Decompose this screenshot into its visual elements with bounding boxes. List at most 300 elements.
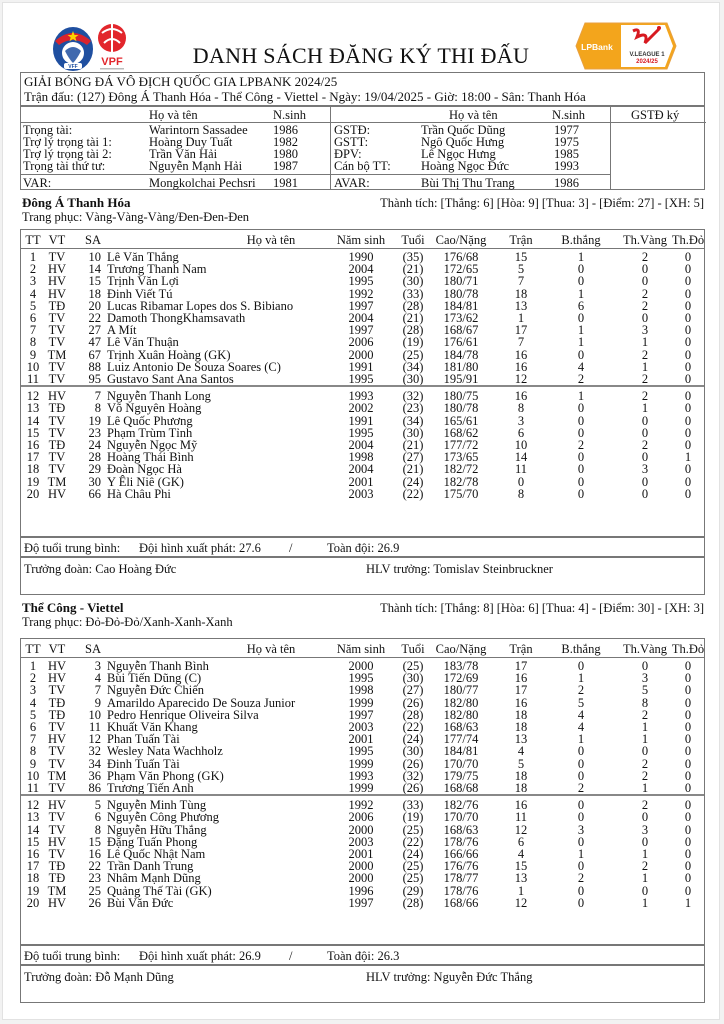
red-cards: 0 — [684, 659, 692, 673]
position: TV — [48, 756, 66, 771]
height-weight: 168/62 — [443, 425, 479, 440]
age: (19) — [402, 810, 424, 825]
yellow-cards: 1 — [641, 720, 649, 734]
goals: 1 — [577, 671, 585, 686]
yellow-cards: 1 — [641, 732, 649, 747]
shirt-number: 8 — [94, 401, 101, 416]
team-manager: Trưởng đoàn: Cao Hoàng Đức — [24, 562, 177, 576]
yellow-cards: 0 — [641, 486, 649, 501]
match-info: Trận đấu: (127) Đông Á Thanh Hóa - Thể Công - Viettel - Ngày: 19/04/2025 - Giờ: 18:00 - Sân: Thanh Hóa — [24, 89, 586, 104]
shirt-number: 24 — [88, 438, 101, 452]
official-name: Mongkolchai Pechsri — [149, 176, 256, 190]
red-cards: 0 — [684, 347, 692, 362]
yellow-cards: 0 — [641, 450, 649, 465]
yellow-cards: 2 — [641, 286, 649, 301]
matches: 13 — [514, 732, 528, 747]
row-number: 12 — [26, 389, 40, 404]
row-number: 13 — [26, 401, 40, 416]
column-header-matches: Trận — [509, 642, 533, 656]
red-cards: 0 — [684, 298, 692, 313]
position: TĐ — [48, 401, 66, 416]
age: (25) — [402, 859, 424, 874]
age: (33) — [402, 286, 424, 301]
matches: 4 — [517, 744, 525, 759]
age: (35) — [402, 250, 424, 264]
official-role: Trợ lý trọng tài 2: — [23, 147, 112, 161]
matches: 15 — [514, 250, 528, 264]
age: (30) — [402, 744, 424, 759]
shirt-number: 10 — [88, 707, 101, 722]
birth-year: 2000 — [348, 871, 374, 886]
red-cards: 0 — [684, 822, 692, 837]
position: HV — [47, 486, 67, 501]
birth-year: 1995 — [348, 671, 374, 686]
column-header-goals: B.thắng — [561, 642, 601, 656]
yellow-cards: 1 — [641, 847, 649, 861]
age: (24) — [402, 732, 424, 747]
birth-year: 1997 — [348, 707, 374, 722]
position: HV — [47, 286, 67, 301]
height-weight: 180/71 — [443, 274, 479, 289]
red-cards: 0 — [684, 335, 692, 350]
goals: 1 — [577, 286, 585, 301]
player-name: Nguyễn Hữu Thắng — [107, 822, 207, 837]
yellow-cards: 1 — [641, 895, 649, 910]
red-cards: 0 — [684, 847, 692, 861]
matches: 10 — [514, 438, 528, 452]
team-name: Đông Á Thanh Hóa — [22, 195, 131, 210]
birth-year: 1995 — [348, 372, 374, 386]
head-coach: HLV trưởng: Nguyễn Đức Thắng — [366, 970, 533, 984]
goals: 0 — [577, 486, 585, 501]
yellow-cards: 0 — [641, 311, 649, 325]
birth-year: 2003 — [348, 834, 374, 849]
matches: 6 — [517, 425, 525, 440]
official-year: 1977 — [554, 123, 579, 137]
matches: 5 — [517, 756, 525, 771]
matches: 16 — [514, 359, 528, 374]
red-cards: 0 — [684, 810, 692, 825]
birth-year: 1991 — [348, 359, 374, 374]
player-name: Nguyễn Đức Chiến — [107, 683, 205, 698]
matches: 18 — [514, 286, 528, 301]
birth-year: 1997 — [348, 323, 374, 338]
height-weight: 168/66 — [443, 895, 479, 910]
red-cards: 0 — [684, 413, 692, 428]
yellow-cards: 1 — [641, 401, 649, 416]
yellow-cards: 1 — [641, 781, 649, 795]
goals: 4 — [577, 720, 585, 734]
matches: 12 — [514, 372, 528, 386]
staff-box — [20, 557, 705, 595]
yellow-cards: 2 — [641, 372, 649, 386]
shirt-number: 20 — [88, 298, 101, 313]
red-cards: 0 — [684, 474, 692, 489]
row-number: 17 — [26, 859, 40, 874]
red-cards: 0 — [684, 323, 692, 338]
yellow-cards: 2 — [641, 859, 649, 874]
row-number: 6 — [29, 311, 37, 325]
shirt-number: 19 — [88, 413, 101, 428]
team-kit: Trang phục: Vàng-Vàng-Vàng/Đen-Đen-Đen — [22, 210, 250, 224]
player-name: Phan Tuấn Tài — [107, 732, 180, 747]
height-weight: 172/69 — [443, 671, 479, 686]
position: TV — [48, 450, 66, 465]
birth-year: 2000 — [348, 659, 374, 673]
average-age-team: Toàn đội: 26.3 — [327, 949, 400, 963]
average-age-starting: Đội hình xuất phát: 27.6 — [139, 541, 261, 555]
divider — [21, 122, 611, 123]
age: (21) — [402, 311, 424, 325]
position: HV — [47, 895, 67, 910]
row-number: 6 — [29, 720, 37, 734]
goals: 0 — [577, 450, 585, 465]
age: (24) — [402, 474, 424, 489]
player-name: A Mít — [107, 323, 137, 338]
yellow-cards: 0 — [641, 744, 649, 759]
column-header-age: Tuổi — [401, 642, 425, 656]
shirt-number: 15 — [88, 274, 101, 289]
shirt-number: 14 — [88, 262, 101, 277]
age: (26) — [402, 756, 424, 771]
red-cards: 1 — [684, 450, 692, 465]
yellow-cards: 3 — [641, 462, 649, 477]
goals: 0 — [577, 810, 585, 825]
birth-year: 1996 — [348, 883, 374, 898]
team-record: Thành tích: [Thắng: 8] [Hòa: 6] [Thua: 4] - [Điểm: 30] - [XH: 3] — [380, 601, 704, 615]
shirt-number: 67 — [88, 347, 101, 362]
officials-col-name-right: Họ và tên — [449, 108, 498, 122]
position: TV — [48, 372, 66, 386]
official-role: Trọng tài thứ tư: — [23, 159, 106, 173]
position: TM — [47, 768, 67, 783]
height-weight: 168/63 — [443, 720, 479, 734]
shirt-number: 47 — [88, 335, 101, 350]
player-name: Quảng Thế Tài (GK) — [107, 883, 212, 898]
column-header-sa: SA — [85, 642, 101, 656]
row-number: 2 — [29, 262, 37, 277]
goals: 2 — [577, 372, 585, 386]
height-weight: 178/76 — [443, 834, 479, 849]
birth-year: 1993 — [348, 389, 374, 404]
position: TM — [47, 474, 67, 489]
age: (21) — [402, 262, 424, 277]
age: (28) — [402, 707, 424, 722]
height-weight: 168/67 — [443, 323, 479, 338]
svg-text:LPBank: LPBank — [581, 42, 613, 52]
staff-box — [20, 965, 705, 1003]
starters-subs-divider — [21, 794, 704, 796]
height-weight: 170/70 — [443, 810, 479, 825]
shirt-number: 66 — [88, 486, 101, 501]
row-number: 8 — [29, 335, 37, 350]
goals: 2 — [577, 438, 585, 452]
height-weight: 180/77 — [443, 683, 479, 698]
yellow-cards: 2 — [641, 298, 649, 313]
age: (25) — [402, 822, 424, 837]
age: (27) — [402, 450, 424, 465]
age: (22) — [402, 720, 424, 734]
red-cards: 0 — [684, 438, 692, 452]
matches: 11 — [514, 810, 528, 825]
birth-year: 1992 — [348, 286, 374, 301]
row-number: 16 — [26, 438, 40, 452]
height-weight: 181/80 — [443, 359, 479, 374]
birth-year: 1999 — [348, 756, 374, 771]
divider — [611, 122, 706, 123]
shirt-number: 36 — [88, 768, 101, 783]
red-cards: 0 — [684, 311, 692, 325]
age: (28) — [402, 298, 424, 313]
row-number: 5 — [29, 707, 37, 722]
player-name: Damoth ThongKhamsavath — [107, 311, 246, 325]
position: TV — [48, 311, 66, 325]
yellow-cards: 3 — [641, 323, 649, 338]
shirt-number: 3 — [94, 659, 101, 673]
divider — [21, 174, 611, 175]
red-cards: 0 — [684, 372, 692, 386]
row-number: 20 — [26, 895, 40, 910]
position: TM — [47, 347, 67, 362]
yellow-cards: 8 — [641, 695, 649, 710]
age: (28) — [402, 895, 424, 910]
column-header-age: Tuổi — [401, 233, 425, 247]
player-name: Hà Châu Phi — [107, 486, 171, 501]
officials-table — [20, 106, 705, 190]
height-weight: 180/78 — [443, 401, 479, 416]
svg-text:V.LEAGUE 1: V.LEAGUE 1 — [629, 52, 665, 58]
age: (30) — [402, 372, 424, 386]
red-cards: 0 — [684, 744, 692, 759]
row-number: 18 — [26, 871, 40, 886]
player-name: Trần Danh Trung — [107, 859, 194, 874]
position: TV — [48, 250, 66, 264]
matches: 11 — [514, 462, 528, 477]
player-name: Nguyễn Công Phương — [107, 810, 219, 825]
header-divider — [21, 657, 704, 658]
position: HV — [47, 798, 67, 813]
shirt-number: 9 — [94, 695, 101, 710]
yellow-cards: 0 — [641, 262, 649, 277]
red-cards: 0 — [684, 683, 692, 698]
birth-year: 2002 — [348, 401, 374, 416]
player-name: Hoàng Thái Bình — [107, 450, 194, 465]
player-name: Lê Quốc Nhật Nam — [107, 847, 206, 861]
yellow-cards: 0 — [641, 834, 649, 849]
height-weight: 178/77 — [443, 871, 479, 886]
row-number: 13 — [26, 810, 40, 825]
red-cards: 0 — [684, 695, 692, 710]
official-role: AVAR: — [334, 176, 370, 190]
position: TĐ — [48, 438, 66, 452]
birth-year: 1998 — [348, 450, 374, 465]
age: (27) — [402, 683, 424, 698]
height-weight: 166/66 — [443, 847, 479, 861]
position: TV — [48, 413, 66, 428]
goals: 4 — [577, 359, 585, 374]
shirt-number: 34 — [88, 756, 101, 771]
position: TV — [48, 720, 66, 734]
height-weight: 168/68 — [443, 781, 479, 795]
shirt-number: 18 — [88, 286, 101, 301]
birth-year: 1997 — [348, 298, 374, 313]
column-header-goals: B.thắng — [561, 233, 601, 247]
row-number: 11 — [26, 372, 40, 386]
goals: 1 — [577, 732, 585, 747]
position: TĐ — [48, 298, 66, 313]
player-name: Lê Văn Thắng — [107, 250, 179, 264]
birth-year: 2003 — [348, 486, 374, 501]
official-name: Lê Ngọc Hưng — [421, 147, 496, 161]
age: (23) — [402, 401, 424, 416]
birth-year: 1995 — [348, 425, 374, 440]
shirt-number: 25 — [88, 883, 101, 898]
average-age-separator: / — [289, 949, 293, 963]
age: (32) — [402, 768, 424, 783]
goals: 0 — [577, 413, 585, 428]
column-header-vt: VT — [48, 233, 66, 247]
matches: 18 — [514, 720, 528, 734]
yellow-cards: 2 — [641, 756, 649, 771]
goals: 5 — [577, 695, 585, 710]
header-divider — [21, 248, 704, 249]
row-number: 1 — [29, 659, 37, 673]
position: HV — [47, 671, 67, 686]
matches: 17 — [514, 323, 528, 338]
height-weight: 184/81 — [443, 298, 479, 313]
goals: 0 — [577, 462, 585, 477]
red-cards: 0 — [684, 859, 692, 874]
position: HV — [47, 732, 67, 747]
red-cards: 0 — [684, 401, 692, 416]
row-number: 5 — [29, 298, 37, 313]
goals: 1 — [577, 389, 585, 404]
age: (25) — [402, 871, 424, 886]
height-weight: 182/80 — [443, 707, 479, 722]
birth-year: 2004 — [348, 311, 374, 325]
shirt-number: 4 — [94, 671, 101, 686]
player-name: Wesley Nata Wachholz — [107, 744, 223, 759]
official-role: Cán bộ TT: — [334, 159, 391, 173]
player-name: Nhâm Mạnh Dũng — [107, 871, 201, 886]
height-weight: 176/76 — [443, 859, 479, 874]
player-name: Trương Thanh Nam — [107, 262, 207, 277]
birth-year: 2006 — [348, 810, 374, 825]
height-weight: 168/63 — [443, 822, 479, 837]
matches: 18 — [514, 781, 528, 795]
row-number: 9 — [29, 756, 37, 771]
matches: 16 — [514, 798, 528, 813]
birth-year: 1993 — [348, 768, 374, 783]
player-name: Nguyễn Minh Tùng — [107, 798, 207, 813]
age: (21) — [402, 438, 424, 452]
player-name: Lê Văn Thuận — [107, 335, 179, 350]
goals: 0 — [577, 756, 585, 771]
red-cards: 0 — [684, 768, 692, 783]
average-age-separator: / — [289, 541, 293, 555]
player-name: Amarildo Aparecido De Souza Junior — [107, 695, 296, 710]
player-name: Đặng Tuấn Phong — [107, 834, 198, 849]
row-number: 7 — [29, 732, 37, 747]
official-role: Trợ lý trọng tài 1: — [23, 135, 112, 149]
goals: 0 — [577, 798, 585, 813]
matches: 4 — [517, 847, 525, 861]
official-role: VAR: — [23, 176, 52, 190]
row-number: 12 — [26, 798, 40, 813]
row-number: 14 — [26, 413, 40, 428]
column-header-red: Th.Đỏ — [671, 233, 705, 247]
goals: 0 — [577, 768, 585, 783]
shirt-number: 26 — [88, 895, 101, 910]
height-weight: 182/72 — [443, 462, 479, 477]
player-name: Pedro Henrique Oliveira Silva — [107, 707, 259, 722]
official-name: Bùi Thị Thu Trang — [421, 176, 515, 190]
player-name: Bùi Tiến Dũng (C) — [107, 671, 202, 686]
shirt-number: 88 — [88, 359, 101, 374]
shirt-number: 11 — [88, 720, 101, 734]
shirt-number: 6 — [94, 810, 101, 825]
row-number: 9 — [29, 347, 37, 362]
player-table — [20, 638, 705, 945]
yellow-cards: 3 — [641, 671, 649, 686]
position: TV — [48, 781, 66, 795]
height-weight: 184/81 — [443, 744, 479, 759]
age: (24) — [402, 847, 424, 861]
birth-year: 2004 — [348, 462, 374, 477]
position: HV — [47, 659, 67, 673]
height-weight: 177/72 — [443, 438, 479, 452]
position: TV — [48, 683, 66, 698]
player-name: Lê Quốc Phương — [107, 413, 193, 428]
column-header-vt: VT — [48, 642, 66, 656]
svg-text:VPF: VPF — [101, 56, 123, 68]
matches: 13 — [514, 298, 528, 313]
official-name: Ngô Quốc Hưng — [421, 135, 505, 149]
shirt-number: 22 — [88, 859, 101, 874]
official-name: Warintorn Sassadee — [149, 123, 248, 137]
position: TV — [48, 335, 66, 350]
birth-year: 2003 — [348, 720, 374, 734]
team-name: Thể Công - Viettel — [22, 600, 124, 615]
position: HV — [47, 834, 67, 849]
red-cards: 0 — [684, 286, 692, 301]
average-age-team: Toàn đội: 26.9 — [327, 541, 400, 555]
matches: 6 — [517, 834, 525, 849]
column-header-matches: Trận — [509, 233, 533, 247]
shirt-number: 29 — [88, 462, 101, 477]
birth-year: 2001 — [348, 474, 374, 489]
birth-year: 2006 — [348, 335, 374, 350]
age: (21) — [402, 462, 424, 477]
goals: 2 — [577, 781, 585, 795]
official-role: Trọng tài: — [23, 123, 73, 137]
official-role: ĐPV: — [334, 147, 362, 161]
goals: 3 — [577, 822, 585, 837]
red-cards: 1 — [684, 895, 692, 910]
column-header-tt: TT — [25, 233, 41, 247]
official-role: GSTT: — [334, 135, 369, 149]
red-cards: 0 — [684, 262, 692, 277]
column-header-tt: TT — [25, 642, 41, 656]
height-weight: 182/80 — [443, 695, 479, 710]
row-number: 17 — [26, 450, 40, 465]
yellow-cards: 0 — [641, 810, 649, 825]
age: (30) — [402, 425, 424, 440]
official-year: 1985 — [554, 147, 579, 161]
column-header-name: Họ và tên — [246, 233, 296, 247]
age: (30) — [402, 274, 424, 289]
matches: 1 — [517, 883, 525, 898]
